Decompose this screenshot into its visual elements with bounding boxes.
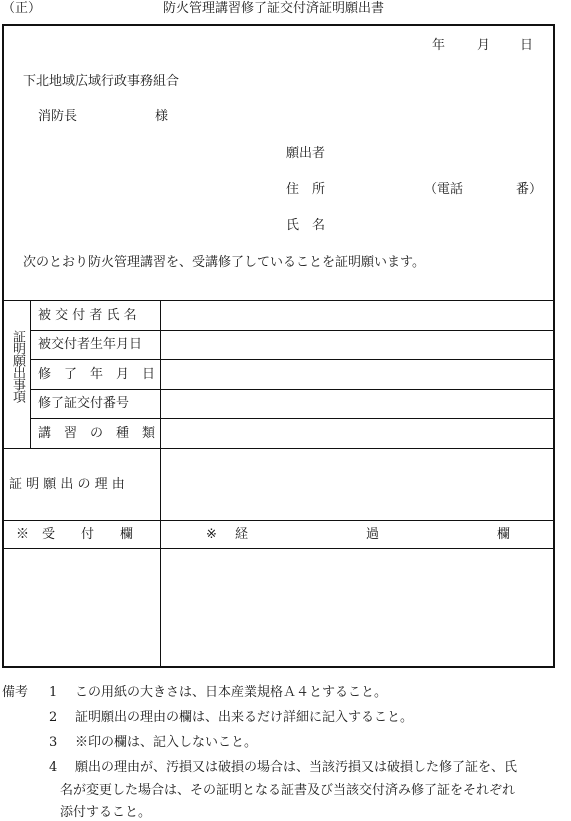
field-label-name: 被 交 付 者 氏 名 <box>38 308 137 323</box>
progress-char-2: 過 <box>366 527 380 542</box>
note-2-text: 証明願出の理由の欄は、出来るだけ詳細に記入すること。 <box>75 710 414 725</box>
field-value-course-type[interactable] <box>162 420 552 447</box>
field-label-certificate-number: 修了証交付番号 <box>38 396 130 411</box>
progress-mark: ※ <box>206 527 217 542</box>
note-2-number: 2 <box>49 710 58 725</box>
field-label-birthdate: 被交付者生年月日 <box>38 337 143 352</box>
section-label-vertical: 証明願出事項 <box>10 330 25 402</box>
date-year: 年 <box>432 38 446 53</box>
addressee-organization: 下北地域広域行政事務組合 <box>23 74 180 89</box>
reception-cell <box>4 550 159 665</box>
progress-char-3: 欄 <box>497 527 511 542</box>
request-statement: 次のとおり防火管理講習を、受講修了していることを証明願います。 <box>23 255 425 270</box>
note-1-text: この用紙の大きさは、日本産業規格Ａ４とすること。 <box>75 685 388 700</box>
progress-char-1: 経 <box>235 527 249 542</box>
phone-open: （電話 <box>424 182 464 197</box>
column-divider <box>160 300 161 666</box>
note-3-number: 3 <box>49 735 58 750</box>
reason-field[interactable] <box>162 450 552 519</box>
progress-cell <box>162 550 552 665</box>
reason-label: 証 明 願 出 の 理 由 <box>9 477 125 492</box>
applicant-label: 願出者 <box>286 146 326 161</box>
field-value-name[interactable] <box>162 302 552 329</box>
form-mark: （正） <box>2 1 42 16</box>
field-value-birthdate[interactable] <box>162 332 552 358</box>
field-value-completion-date[interactable] <box>162 361 552 388</box>
address-label: 住 所 <box>286 182 326 197</box>
note-4-number: 4 <box>49 760 58 775</box>
field-value-certificate-number[interactable] <box>162 391 552 417</box>
note-1-number: 1 <box>49 685 58 700</box>
form-title: 防火管理講習修了証交付済証明願出書 <box>163 1 385 16</box>
addressee-chief: 消防長 <box>38 109 78 124</box>
phone-close: 番） <box>516 182 543 197</box>
section-divider <box>30 300 31 448</box>
table-top-line <box>3 300 554 301</box>
addressee-honorific: 様 <box>155 109 169 124</box>
note-3-text: ※印の欄は、記入しないこと。 <box>75 735 258 750</box>
reception-header: ※ 受 付 欄 <box>16 527 134 542</box>
date-month: 月 <box>477 38 491 53</box>
name-label: 氏 名 <box>286 218 326 233</box>
note-4-line-2: 名が変更した場合は、その証明となる証書及び当該交付済み修了証をそれぞれ <box>60 783 516 798</box>
note-4-line-1: 願出の理由が、汚損又は破損の場合は、当該汚損又は破損した修了証を、氏 <box>75 760 518 775</box>
field-label-course-type: 講 習 の 種 類 <box>38 426 156 441</box>
date-day: 日 <box>520 38 534 53</box>
field-label-completion-date: 修 了 年 月 日 <box>38 367 156 382</box>
notes-heading: 備考 <box>2 685 29 700</box>
note-4-line-3: 添付すること。 <box>60 805 152 820</box>
